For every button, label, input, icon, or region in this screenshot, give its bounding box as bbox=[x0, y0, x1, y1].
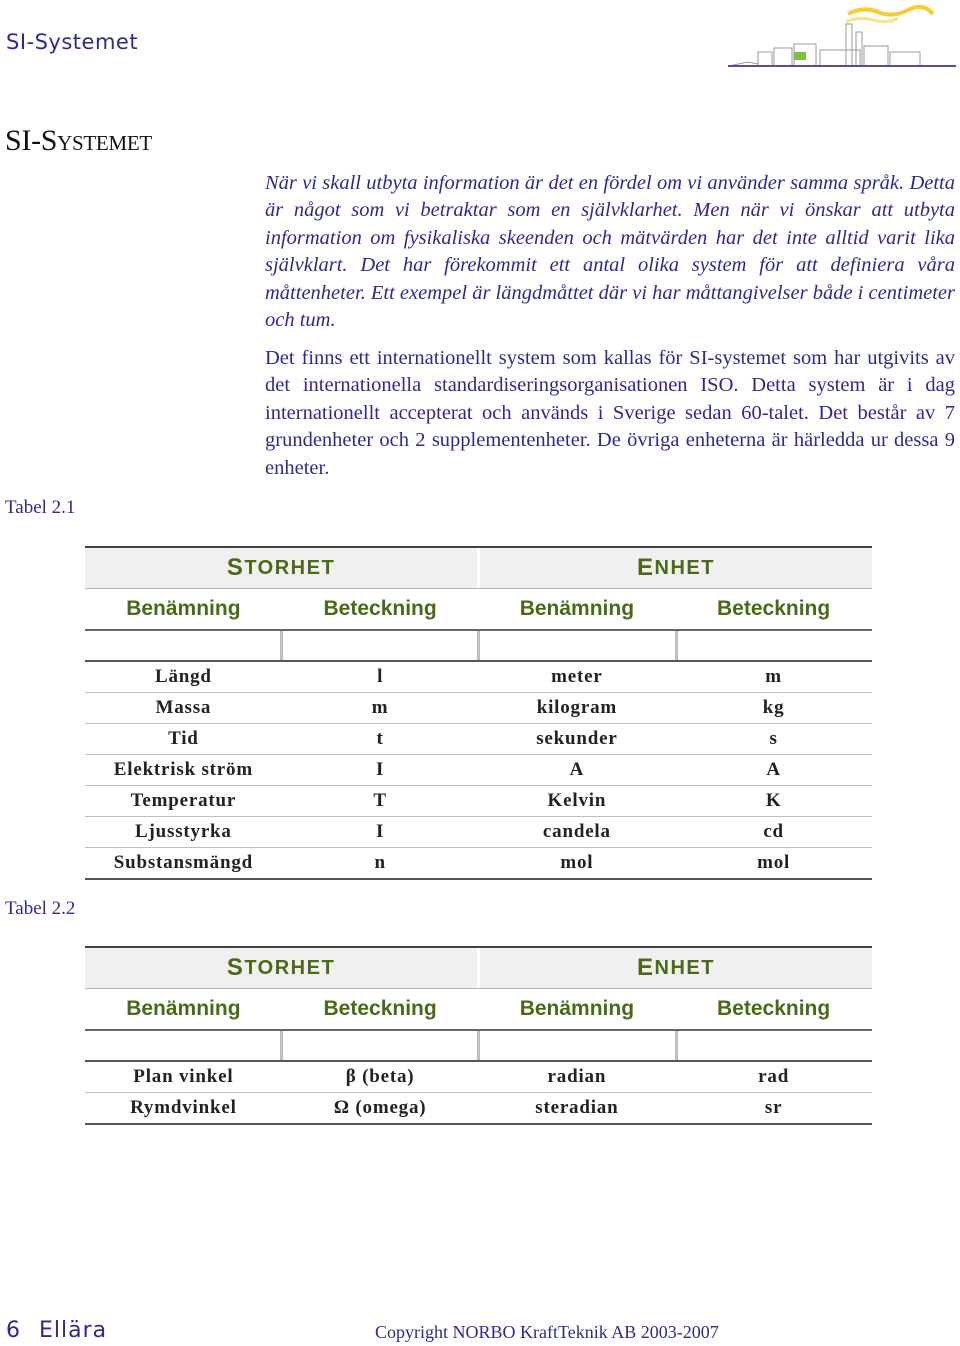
group-storhet: S TORHET bbox=[85, 948, 477, 988]
table-row bbox=[85, 786, 872, 817]
book-title: Ellära bbox=[39, 1318, 108, 1343]
cell: t bbox=[376, 728, 384, 749]
cell: Temperatur bbox=[130, 790, 237, 811]
page-footer bbox=[6, 1318, 107, 1343]
cell: Ω (omega) bbox=[333, 1097, 427, 1118]
table-row bbox=[85, 724, 872, 755]
cell: candela bbox=[542, 821, 611, 842]
factory-skyline-logo bbox=[728, 4, 956, 70]
column-header: Benämning bbox=[126, 997, 241, 1020]
table-spacer-row bbox=[85, 631, 872, 662]
group-enhet: E NHET bbox=[480, 948, 872, 988]
cell: mol bbox=[560, 852, 594, 873]
column-header: Beteckning bbox=[323, 597, 437, 620]
base-units-table bbox=[85, 546, 872, 880]
column-header: Beteckning bbox=[323, 997, 437, 1020]
si-paragraph: Det finns ett internationellt system som kallas för SI-systemet som har utgivits av det internationella standardiseringsorganisationen ISO. Detta system är i dag internationellt accepterat och används i Sverige sedan 60-talet. Det består av 7 grundenheter och 2 supplementenheter. De övriga enheterna är härledda ur dessa 9 enheter. bbox=[265, 347, 955, 479]
cell: meter bbox=[551, 666, 603, 687]
cell: mol bbox=[757, 852, 791, 873]
table-group-header bbox=[85, 948, 872, 989]
cell: I bbox=[376, 821, 385, 842]
table-group-header bbox=[85, 548, 872, 589]
group-storhet: S TORHET bbox=[85, 548, 477, 588]
column-header: Beteckning bbox=[717, 597, 831, 620]
cell: Ljusstyrka bbox=[135, 821, 232, 842]
table-row bbox=[85, 1062, 872, 1093]
supplementary-units-table bbox=[85, 946, 872, 1125]
table-row bbox=[85, 662, 872, 693]
cell: A bbox=[766, 759, 781, 780]
cell: A bbox=[569, 759, 585, 780]
cell: sr bbox=[764, 1097, 783, 1118]
table-column-header bbox=[85, 989, 872, 1031]
cell: sekunder bbox=[536, 728, 618, 749]
column-header: Beteckning bbox=[717, 997, 831, 1020]
cell: Rymdvinkel bbox=[130, 1097, 237, 1118]
page-number: 6 bbox=[6, 1318, 21, 1343]
table-spacer-row bbox=[85, 1031, 872, 1062]
intro-paragraph: När vi skall utbyta information är det en fördel om vi använder samma språk. Detta är något som vi betraktar som en självklarhet. Men när vi önskar att utbyta information om fysikaliska skeenden och mätvärden har det inte alltid varit lika självklart. Det har förekommit ett antal olika system för att definiera våra måttenheter. Ett exempel är längdmåttet där vi har måttangivelser både i centimeter och tum. bbox=[265, 172, 956, 332]
group-enhet: E NHET bbox=[480, 548, 872, 588]
cell: kilogram bbox=[536, 697, 618, 718]
cell: radian bbox=[547, 1066, 607, 1087]
cell: m bbox=[765, 666, 782, 687]
cell: β (beta) bbox=[345, 1066, 415, 1087]
table-label-2-2: Tabel 2.2 bbox=[5, 898, 76, 919]
cell: Plan vinkel bbox=[133, 1066, 234, 1087]
column-header: Benämning bbox=[126, 597, 241, 620]
cell: cd bbox=[763, 821, 784, 842]
cell: Massa bbox=[155, 697, 212, 718]
table-row bbox=[85, 755, 872, 786]
cell: n bbox=[374, 852, 386, 873]
cell: Kelvin bbox=[547, 790, 607, 811]
cell: m bbox=[371, 697, 389, 718]
table-row bbox=[85, 817, 872, 848]
cell: steradian bbox=[535, 1097, 619, 1118]
table-label-2-1: Tabel 2.1 bbox=[5, 497, 76, 518]
cell: kg bbox=[762, 697, 785, 718]
column-header: Benämning bbox=[519, 997, 635, 1020]
table-column-header bbox=[85, 589, 872, 631]
column-header: Benämning bbox=[519, 597, 635, 620]
cell: Substansmängd bbox=[113, 852, 253, 873]
cell: I bbox=[376, 759, 385, 780]
cell: Längd bbox=[154, 666, 212, 687]
cell: l bbox=[377, 666, 384, 687]
cell: rad bbox=[758, 1066, 790, 1087]
copyright-notice: Copyright NORBO KraftTeknik AB 2003-2007 bbox=[375, 1322, 719, 1342]
cell: T bbox=[373, 790, 387, 811]
table-row bbox=[85, 848, 872, 880]
table-row bbox=[85, 1093, 872, 1125]
cell: s bbox=[769, 728, 778, 749]
section-heading: SI-Systemet bbox=[5, 124, 152, 157]
cell: K bbox=[765, 790, 782, 811]
table-row bbox=[85, 693, 872, 724]
running-header-title: SI-Systemet bbox=[6, 30, 139, 54]
cell: Elektrisk ström bbox=[113, 759, 253, 780]
cell: Tid bbox=[168, 728, 199, 749]
